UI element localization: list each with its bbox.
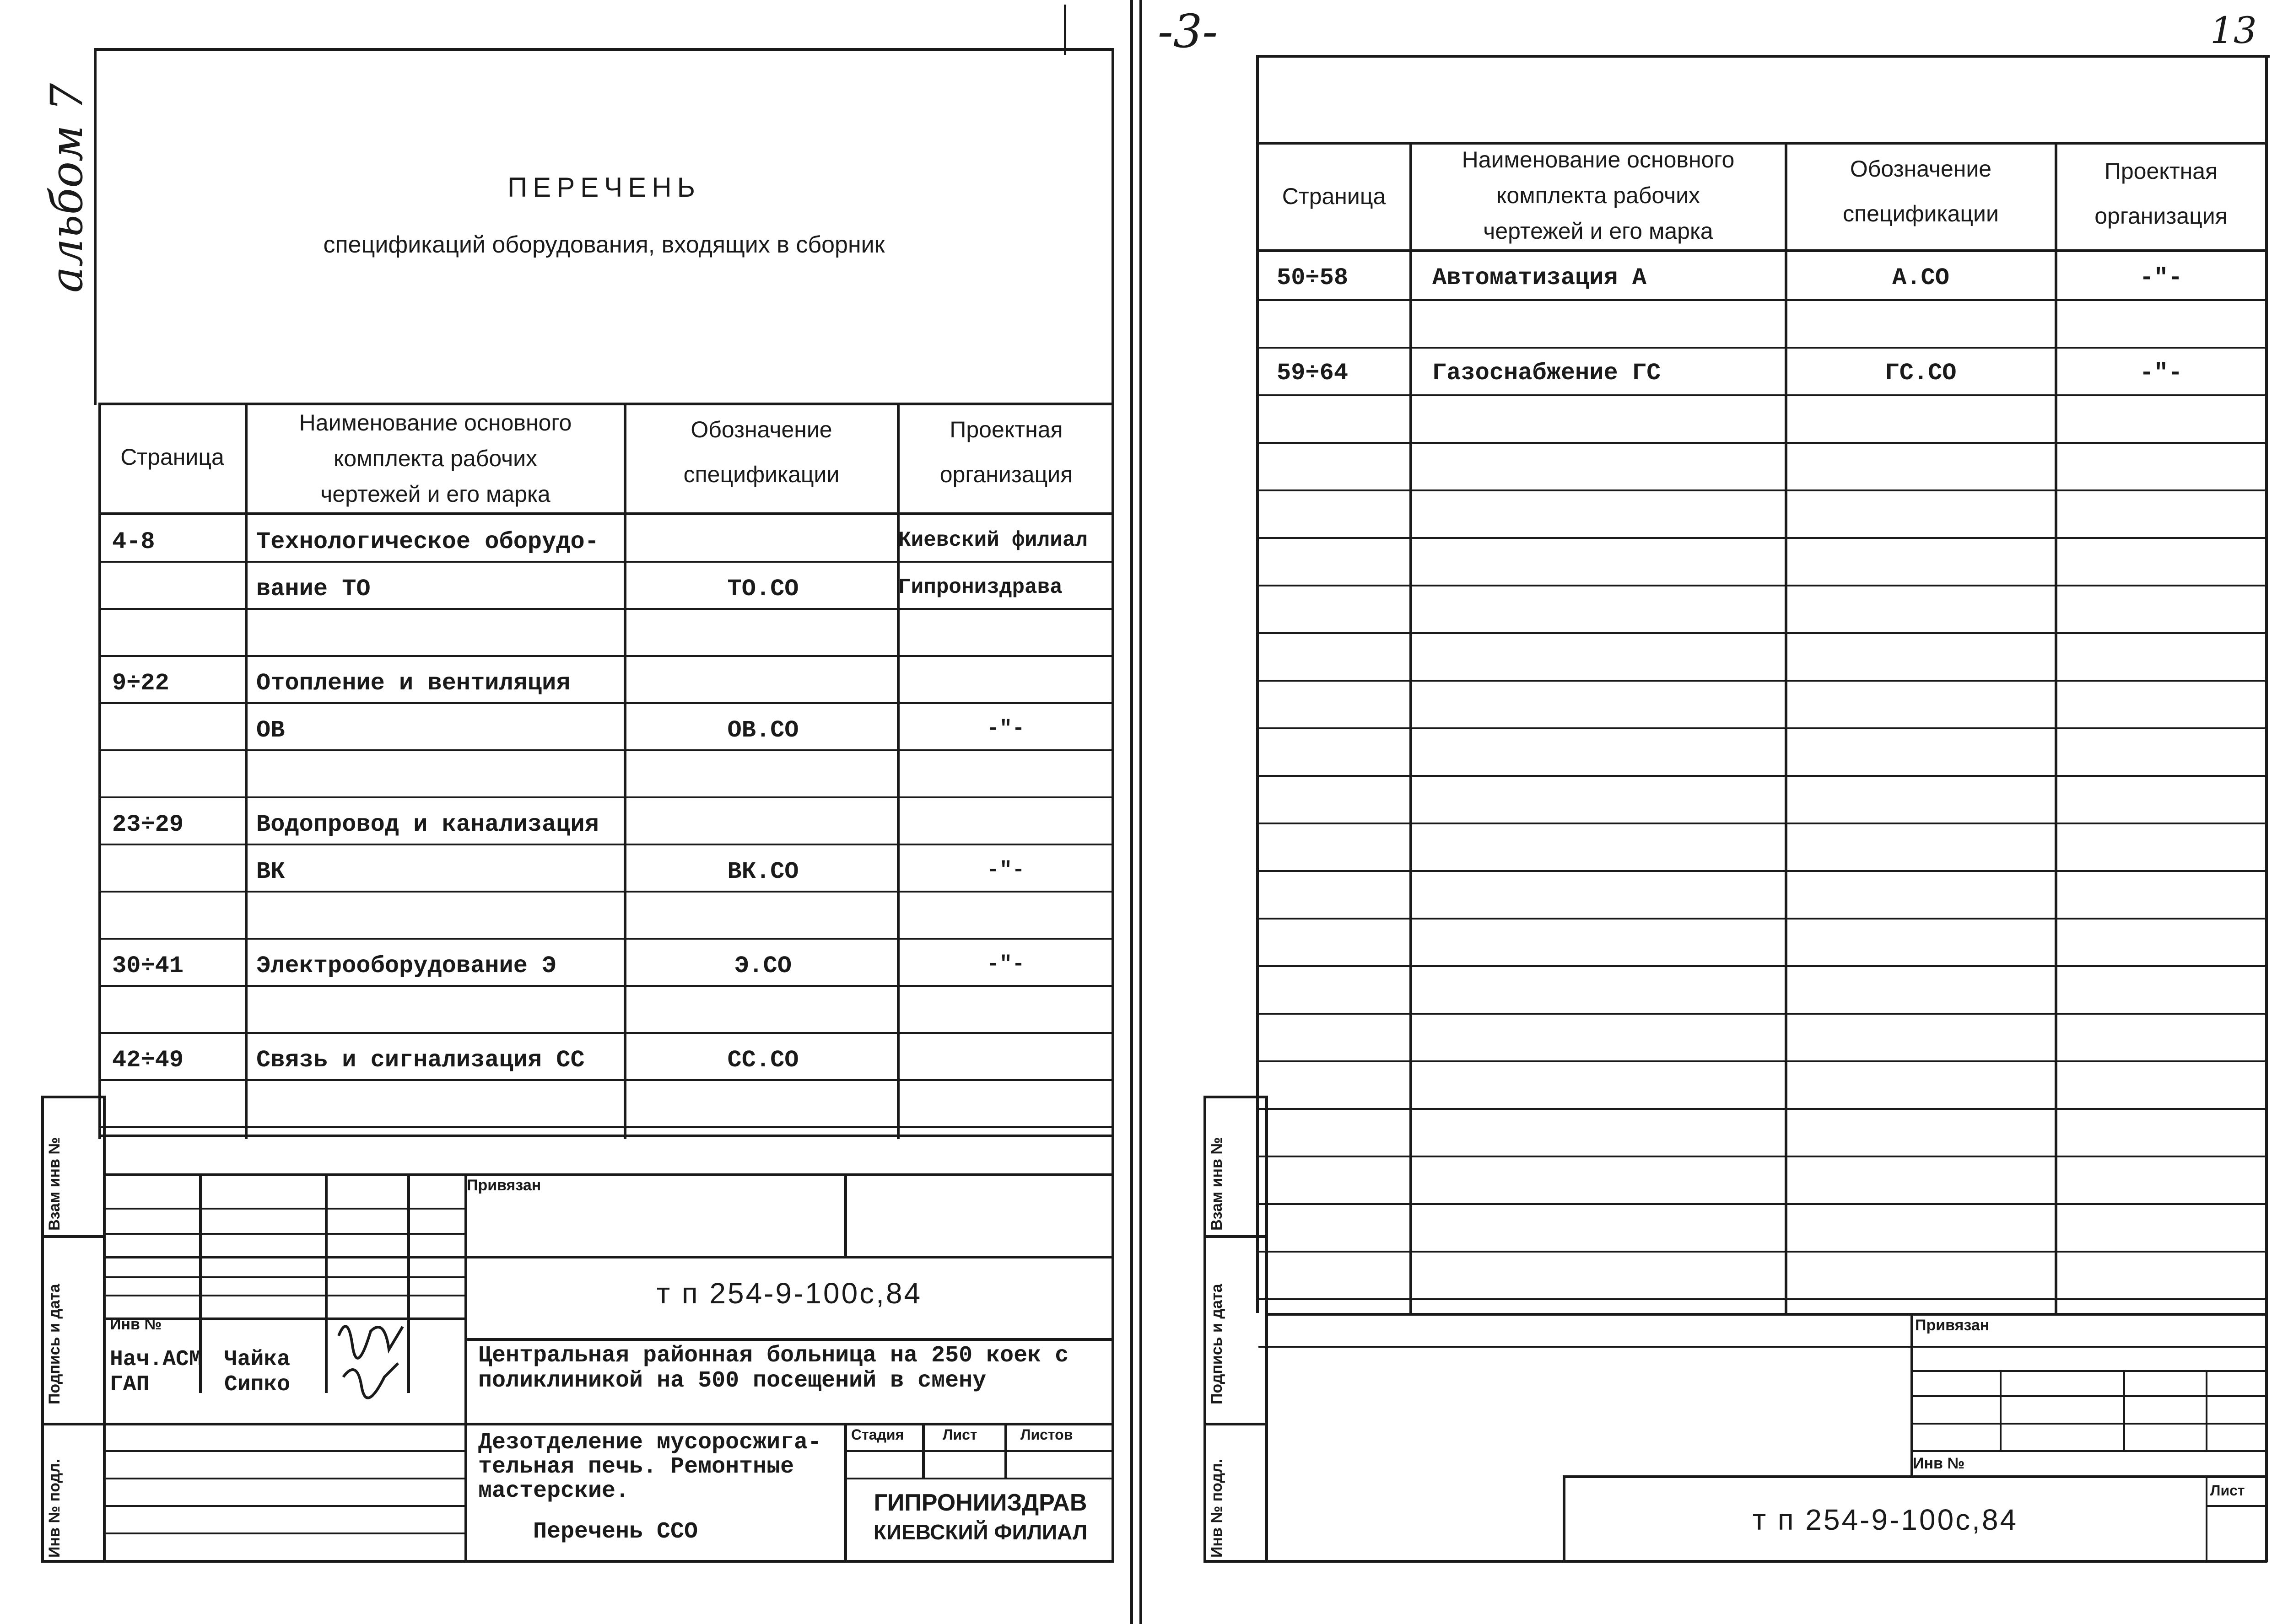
object-line2: тельная печь. Ремонтные xyxy=(478,1454,794,1480)
header-name: Наименование основного комплекта рабочих чертежей и его марка xyxy=(299,410,572,507)
right-row-line xyxy=(1258,727,2265,729)
right-cell-page: 59÷64 xyxy=(1277,360,1349,387)
right-inv-no-label: Инв № xyxy=(1913,1455,1965,1472)
left-cell-org: -"- xyxy=(987,952,1025,976)
left-cell-name: ОВ xyxy=(256,717,285,744)
right-side-label-vzam: Взам инв № xyxy=(1208,1137,1225,1231)
side-label-podpis: Подпись и дата xyxy=(46,1284,63,1404)
right-cell-org: -"- xyxy=(2139,360,2183,387)
right-row-line xyxy=(1258,870,2265,872)
right-header-name: Наименование основного комплекта рабочих чертежей и его марка xyxy=(1462,147,1735,244)
right-sheet-label: Лист xyxy=(2210,1482,2245,1499)
left-cell-name: ВК xyxy=(256,858,285,885)
header-org: Проектная организация xyxy=(939,417,1073,487)
right-side-label-inv-podl: Инв № подл. xyxy=(1208,1458,1225,1558)
right-row-line xyxy=(1258,1203,2265,1205)
side-label-vzam: Взам инв № xyxy=(46,1137,63,1231)
left-cell-name: вание ТО xyxy=(256,575,371,602)
org-line1: ГИПРОНИИЗДРАВ xyxy=(874,1490,1087,1516)
right-cell-name: Газоснабжение ГС xyxy=(1432,360,1661,387)
right-cell-page: 50÷58 xyxy=(1277,264,1349,291)
person2-name: Сипко xyxy=(224,1372,291,1397)
left-cell-page: 42÷49 xyxy=(112,1047,184,1074)
right-row-line xyxy=(1258,1251,2265,1253)
stage-label: Стадия xyxy=(851,1426,904,1443)
left-cell-designation: ОВ.СО xyxy=(727,717,799,744)
page-number: 13 xyxy=(2210,9,2257,52)
right-row-line xyxy=(1258,965,2265,967)
right-row-line xyxy=(1258,1346,2265,1348)
sheet-label: Лист xyxy=(943,1426,977,1443)
right-header-page: Страница xyxy=(1282,183,1386,209)
right-row-line xyxy=(1258,347,2265,349)
left-cell-org: -"- xyxy=(987,717,1025,741)
left-cell-page: 9÷22 xyxy=(112,670,169,697)
left-cell-name: Электрооборудование Э xyxy=(256,952,556,979)
left-cell-page: 23÷29 xyxy=(112,811,184,838)
right-privyazan-label: Привязан xyxy=(1915,1317,1990,1334)
person1-role: Нач.АСМ xyxy=(110,1347,202,1372)
inv-no-label: Инв № xyxy=(110,1316,162,1333)
right-row-line xyxy=(1258,918,2265,920)
right-cell-name: Автоматизация А xyxy=(1432,264,1647,291)
left-cell-page: 30÷41 xyxy=(112,952,184,979)
right-row-line xyxy=(1258,1108,2265,1110)
list-subheading: спецификаций оборудования, входящих в сборник xyxy=(323,231,885,258)
left-cell-name: Технологическое оборудо- xyxy=(256,528,599,555)
right-row-line xyxy=(1258,1013,2265,1015)
right-row-line xyxy=(1258,585,2265,586)
left-cell-designation: ВК.СО xyxy=(727,858,799,885)
page-mark: -3- xyxy=(1158,5,1218,58)
right-row-line xyxy=(1258,775,2265,777)
left-cell-org: Киевский филиал xyxy=(898,528,1088,552)
header-designation: Обозначение спецификации xyxy=(683,417,840,487)
sheet-title: Перечень ССО xyxy=(533,1519,698,1545)
person2-role: ГАП xyxy=(110,1372,150,1397)
right-doc-code: т п 254-9-100с,84 xyxy=(1752,1503,2018,1536)
object-line3: мастерские. xyxy=(478,1478,630,1504)
left-cell-org: -"- xyxy=(987,858,1025,882)
right-row-line xyxy=(1258,489,2265,491)
right-row-line xyxy=(1258,537,2265,539)
left-cell-name: Водопровод и канализация xyxy=(256,811,599,838)
project-line2: поликлиникой на 500 посещений в смену xyxy=(478,1368,987,1394)
right-cell-designation: ГС.СО xyxy=(1885,360,1957,387)
right-row-line xyxy=(1258,442,2265,444)
right-row-line xyxy=(1258,680,2265,682)
header-page: Страница xyxy=(120,444,224,470)
album-note: альбом 7 xyxy=(41,83,92,293)
sheets-label: Листов xyxy=(1020,1426,1073,1443)
right-row-line xyxy=(1258,1156,2265,1157)
project-line1: Центральная районная больница на 250 коек с xyxy=(478,1343,1069,1369)
list-heading: ПЕРЕЧЕНЬ xyxy=(507,172,701,203)
right-row-line xyxy=(1258,823,2265,824)
right-cell-org: -"- xyxy=(2139,264,2183,291)
right-side-label-podpis: Подпись и дата xyxy=(1208,1284,1225,1404)
left-cell-name: Отопление и вентиляция xyxy=(256,670,571,697)
object-line1: Дезотделение мусоросжига- xyxy=(478,1430,822,1456)
left-cell-designation: ТО.СО xyxy=(727,575,799,602)
right-header-designation: Обозначение спецификации xyxy=(1843,156,1999,226)
person1-name: Чайка xyxy=(224,1347,291,1372)
doc-code: т п 254-9-100с,84 xyxy=(656,1277,923,1310)
side-label-inv-podl: Инв № подл. xyxy=(46,1458,63,1558)
org-line2: КИЕВСКИЙ ФИЛИАЛ xyxy=(873,1520,1088,1544)
right-row-line xyxy=(1258,299,2265,301)
right-row-line xyxy=(1258,1060,2265,1062)
left-cell-page: 4-8 xyxy=(112,528,155,555)
left-cell-designation: СС.СО xyxy=(727,1047,799,1074)
right-cell-designation: А.СО xyxy=(1892,264,1949,291)
right-header-org: Проектная организация xyxy=(2094,158,2228,229)
left-cell-org: Гипрониздрава xyxy=(898,575,1063,599)
right-row-line xyxy=(1258,394,2265,396)
privyazan-label: Привязан xyxy=(467,1177,541,1194)
left-cell-designation: Э.СО xyxy=(734,952,792,979)
right-row-line xyxy=(1258,1298,2265,1300)
left-cell-name: Связь и сигнализация СС xyxy=(256,1047,585,1074)
right-row-line xyxy=(1258,632,2265,634)
